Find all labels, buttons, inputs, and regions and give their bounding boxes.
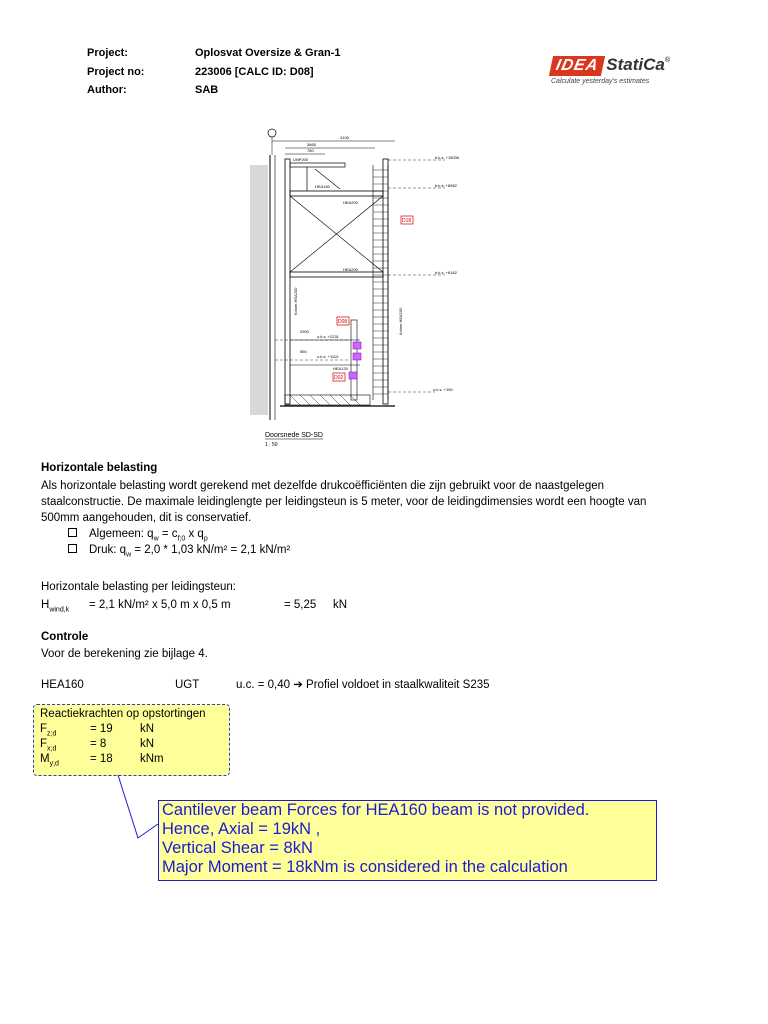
level-label: b.k.s. +8962 bbox=[435, 183, 457, 188]
member-label: UNP200 bbox=[293, 157, 309, 162]
dim-label: 2900 bbox=[300, 329, 309, 334]
reaction-value: = 8 bbox=[90, 738, 107, 750]
section-title: Doorsnede SD-SD bbox=[265, 432, 323, 439]
reaction-symbol: $M_{y;d}$ bbox=[40, 753, 59, 768]
paragraph-line: staalconstructie. De maximale leidinglengte per leidingsteun is 5 meter, voor de leidingdimensies wordt een hoogte van bbox=[41, 496, 647, 508]
comment-note bbox=[158, 800, 657, 881]
reaction-value: = 18 bbox=[90, 753, 113, 765]
tag-d08: D08 bbox=[338, 319, 348, 325]
member-label: HEA120 bbox=[333, 366, 348, 371]
reaction-unit: kNm bbox=[140, 753, 164, 765]
tag-d18: D18 bbox=[402, 218, 412, 224]
level-label: o.k.s. +2231 bbox=[317, 334, 339, 339]
bullet-pressure: Druk: $q_w = 2,0 * 1,03$ kN/m² = 2,1 kN/m² bbox=[68, 544, 290, 558]
checkbox-square-icon bbox=[68, 544, 77, 553]
member-label: HEA200 bbox=[343, 267, 358, 272]
note-line: Hence, Axial = 19kN , bbox=[162, 820, 321, 838]
dim-label: 780 bbox=[307, 148, 314, 153]
logo-box: IDEA bbox=[549, 56, 605, 76]
controle-text: Voor de berekening zie bijlage 4. bbox=[41, 648, 208, 660]
level-label: o.k.s. +1110 bbox=[317, 354, 339, 359]
ugt-label: UGT bbox=[175, 679, 200, 691]
level-label: b.k.s. +15036 bbox=[435, 155, 460, 160]
member-label: HEA160 bbox=[315, 184, 330, 189]
level-label: o.k.s. +150 bbox=[433, 387, 453, 392]
member-label: Kolom HEA200 bbox=[398, 307, 403, 335]
level-label: b.k.s. +6162 bbox=[435, 270, 457, 275]
reaction-unit: kN bbox=[140, 738, 155, 750]
member-label: Kolom HEA200 bbox=[293, 287, 298, 315]
reaction-forces-box bbox=[33, 704, 230, 776]
section-scale: 1 : 50 bbox=[265, 442, 278, 448]
hwind-unit: kN bbox=[333, 599, 348, 611]
member-label: HEA200 bbox=[343, 200, 358, 205]
uc-text: u.c. = 0,40 ➔ Profiel voldoet in staalkwaliteit S235 bbox=[236, 679, 490, 691]
project-no-value: 223006 [CALC ID: D08] bbox=[195, 66, 314, 78]
author-label: Author: bbox=[87, 84, 127, 96]
reaction-symbol: $F_{x;d}$ bbox=[40, 738, 57, 753]
reaction-unit: kN bbox=[140, 723, 155, 735]
bullet-general: Algemeen: $q_w = c_{f;0}$ x $q_p$ bbox=[68, 528, 208, 542]
dim-label: 3665 bbox=[307, 142, 316, 147]
reaction-value: = 19 bbox=[90, 723, 113, 735]
per-support-label: Horizontale belasting per leidingsteun: bbox=[41, 581, 236, 593]
section-drawing bbox=[245, 125, 475, 450]
dim-label: 4100 bbox=[340, 135, 349, 140]
hwind-label: $H_{wind,k}$ bbox=[41, 599, 70, 614]
note-line: Major Moment = 18kNm is considered in the calculation bbox=[162, 858, 568, 876]
hwind-formula: = 2,1 kN/m² x 5,0 m x 0,5 m bbox=[89, 599, 231, 611]
paragraph-line: Als horizontale belasting wordt gerekend met dezelfde drukcoëfficiënten die zijn gebruikt voor de naastgelegen bbox=[41, 480, 605, 492]
project-label: Project: bbox=[87, 47, 128, 59]
project-value: Oplosvat Oversize & Gran-1 bbox=[195, 47, 341, 59]
note-line: Cantilever beam Forces for HEA160 beam is not provided. bbox=[162, 801, 590, 819]
author-value: SAB bbox=[195, 84, 219, 96]
tag-d02: D02 bbox=[334, 375, 344, 381]
reaction-symbol: $F_{z;d}$ bbox=[40, 723, 57, 738]
checkbox-square-icon bbox=[68, 528, 77, 537]
heading-horizontal-load: Horizontale belasting bbox=[41, 462, 158, 474]
heading-controle: Controle bbox=[41, 631, 89, 643]
paragraph-line: 500mm aangehouden, dit is conservatief. bbox=[41, 512, 252, 524]
note-line: Vertical Shear = 8kN bbox=[162, 839, 313, 857]
logo-word: StatiCa bbox=[606, 55, 665, 74]
company-logo: IDEA StatiCa® Calculate yesterday's estimates bbox=[551, 55, 670, 85]
hwind-result: = 5,25 bbox=[284, 599, 317, 611]
project-no-label: Project no: bbox=[87, 66, 145, 78]
dim-label: 560 bbox=[300, 349, 307, 354]
profile-name: HEA160 bbox=[41, 679, 84, 691]
reaction-title: Reactiekrachten op opstortingen bbox=[40, 708, 206, 720]
grid-bubble-icon bbox=[268, 129, 276, 137]
logo-tagline: Calculate yesterday's estimates bbox=[551, 78, 650, 85]
